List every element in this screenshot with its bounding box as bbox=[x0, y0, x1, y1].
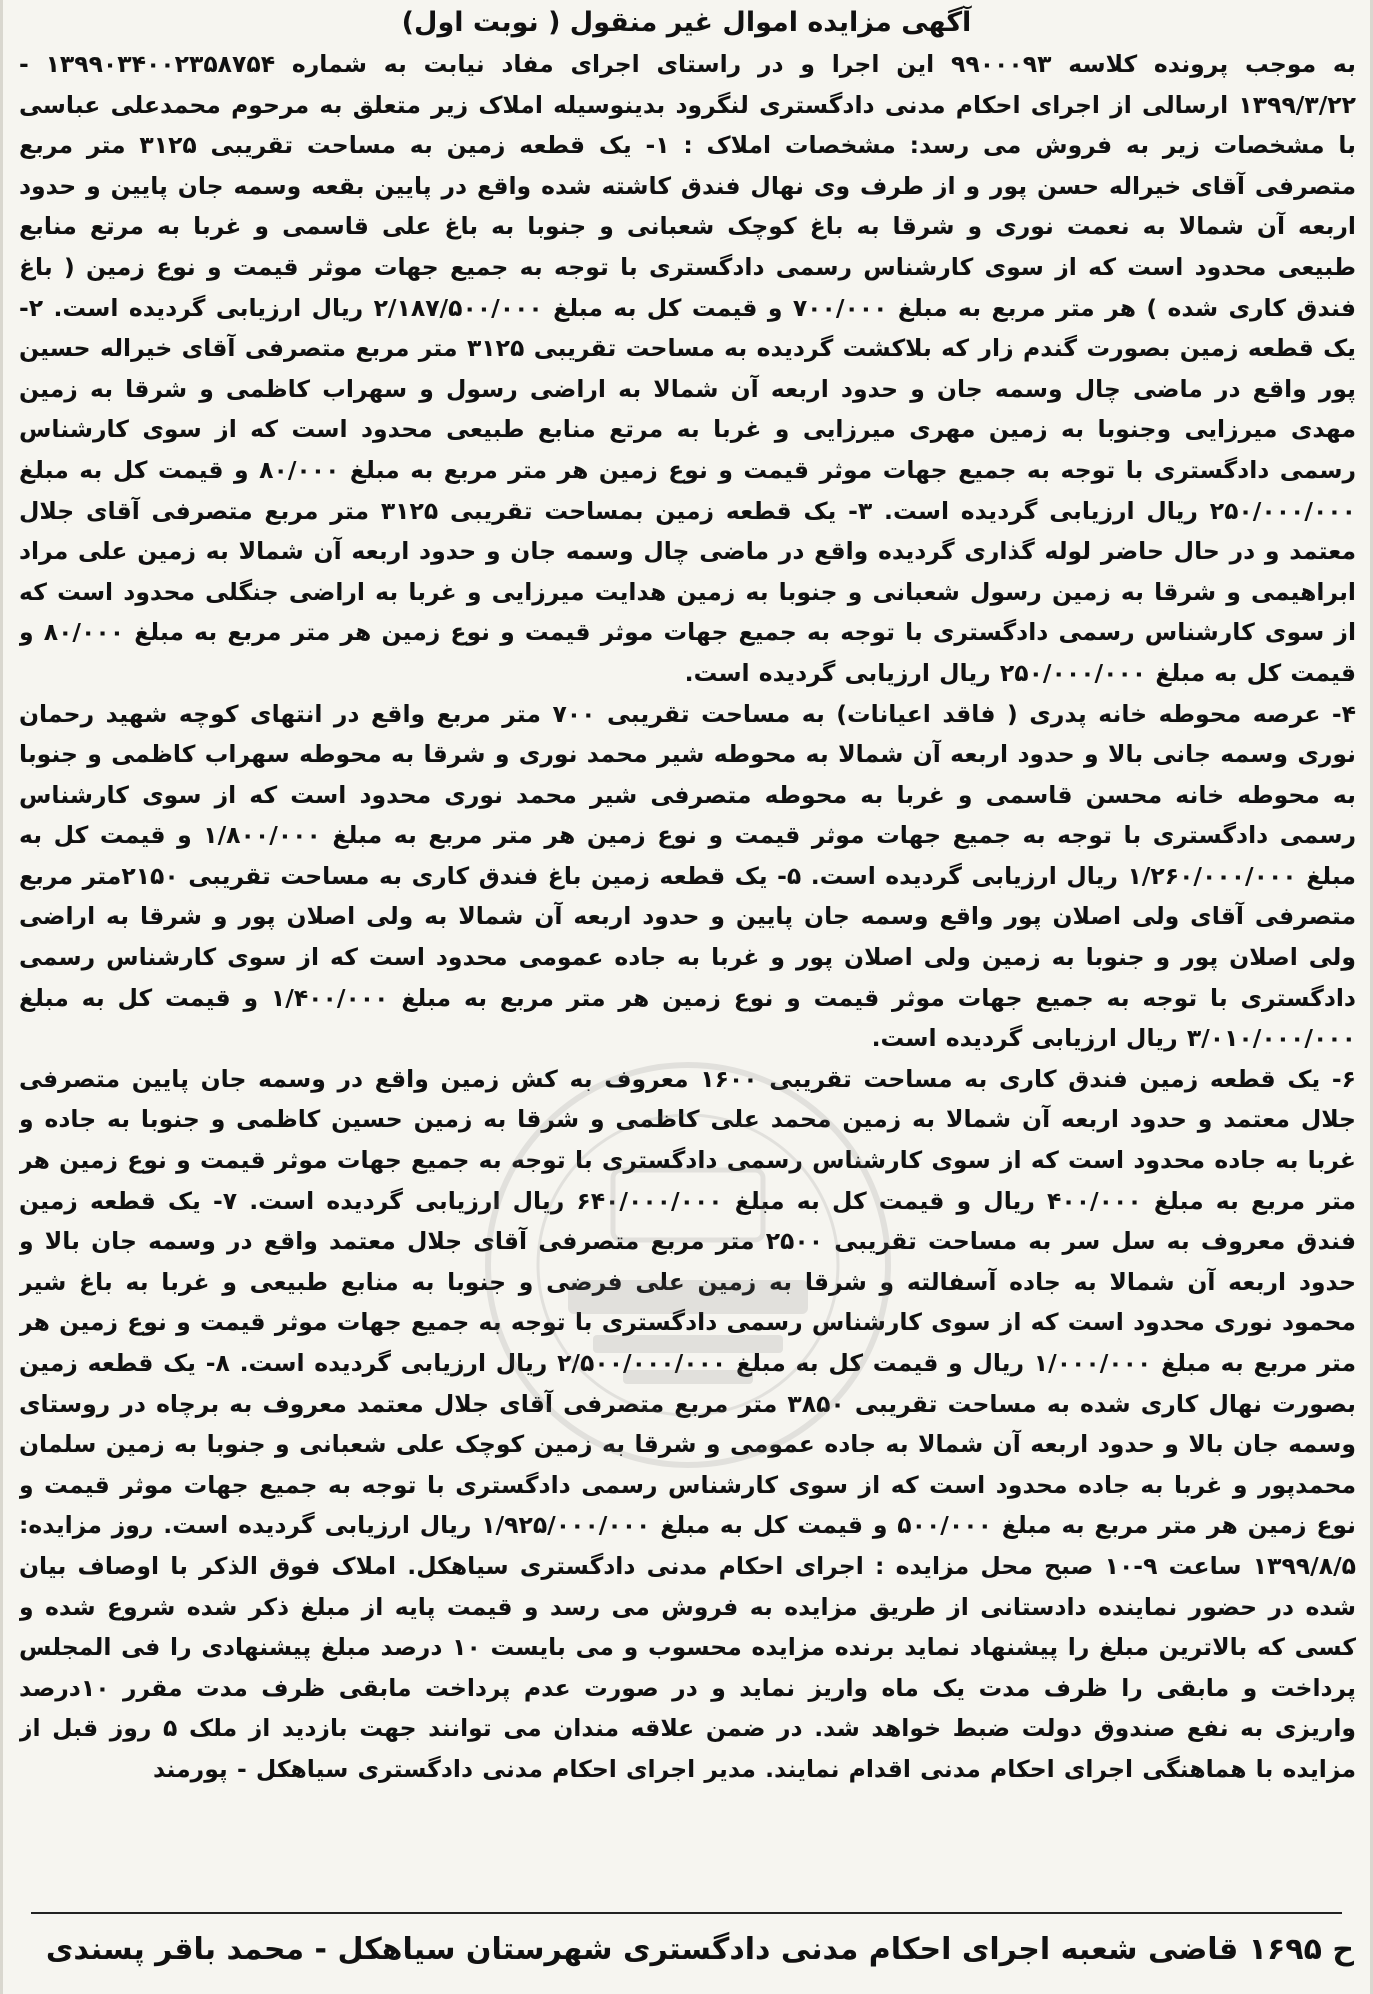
notice-body bbox=[19, 44, 1356, 1904]
notice-paragraph-3: ۶- یک قطعه زمین فندق کاری به مساحت تقریبی ۱۶۰۰ معروف به کش زمین واقع در وسمه جان پایین متصرفی جلال معتمد و حدود اربعه آن شمالا به زمین محمد علی کاظمی و شرقا به زمین حسین کاظمی و جنوبا به جاده و غربا به جاده محدود است که از سوی کارشناس رسمی دادگستری با توجه به جمیع جهات موثر قیمت و نوع زمین هر متر مربع به مبلغ ۴۰۰/۰۰۰ ریال و قیمت کل به مبلغ ۶۴۰/۰۰۰/۰۰۰ ریال ارزیابی گردیده است. ۷- یک قطعه زمین فندق معروف به سل سر به مساحت تقریبی ۲۵۰۰ متر مربع متصرفی آقای جلال معتمد واقع در وسمه جان بالا و حدود اربعه آن شمالا به جاده آسفالته و شرقا به زمین علی فرضی و جنوبا به منابع طبیعی و غربا به باغ شیر محمود نوری محدود است که از سوی کارشناس رسمی دادگستری با توجه به جمیع جهات موثر قیمت و نوع زمین هر متر مربع به مبلغ ۱/۰۰۰/۰۰۰ ریال و قیمت کل به مبلغ ۲/۵۰۰/۰۰۰/۰۰۰ ریال ارزیابی گردیده است. ۸- یک قطعه زمین بصورت نهال کاری شده به مساحت تقریبی ۳۸۵۰ متر مربع متصرفی آقای جلال معتمد معروف به برچاه در روستای وسمه جان بالا و حدود اربعه آن شمالا به جاده عمومی و شرقا به زمین کوچک علی شعبانی و جنوبا به زمین سلمان محمدپور و غربا به جاده محدود است که از سوی کارشناس رسمی دادگستری با توجه به جمیع جهات موثر قیمت و نوع زمین هر متر مربع به مبلغ ۵۰۰/۰۰۰ و قیمت کل به مبلغ ۱/۹۲۵/۰۰۰/۰۰۰ ریال ارزیابی گردیده است. روز مزایده: ۱۳۹۹/۸/۵ ساعت ۹-۱۰ صبح محل مزایده : اجرای احکام مدنی دادگستری سیاهکل. املاک فوق الذکر با اوصاف بیان شده در حضور نماینده دادستانی از طریق مزایده به فروش می رسد و قیمت پایه از مبلغ ذکر شده شروع شده و کسی که بالاترین مبلغ را پیشنهاد نماید برنده مزایده محسوب و می بایست ۱۰ درصد مبلغ پیشنهادی را فی المجلس پرداخت و مابقی را ظرف مدت یک ماه واریز نماید و در صورت عدم پرداخت مابقی ظرف مدت مقرر ۱۰درصد واریزی به نفع صندوق دولت ضبط خواهد شد. در ضمن علاقه مندان می توانند جهت بازدید از ملک ۵ روز قبل از مزایده با هماهنگی اجرای احکام مدنی اقدام نمایند. مدیر اجرای احکام مدنی دادگستری سیاهکل - پورمند bbox=[19, 1064, 1356, 1783]
signature-divider bbox=[31, 1912, 1342, 1914]
notice-title: آگهی مزایده اموال غیر منقول ( نوبت اول) bbox=[401, 7, 972, 38]
notice-paragraph-1: به موجب پرونده کلاسه ۹۹۰۰۰۹۳ این اجرا و در راستای اجرای مفاد نیابت به شماره ۱۳۹۹۰۳۴۰۰۲۳۵۸۷۵۴ - ۱۳۹۹/۳/۲۲ ارسالی از اجرای احکام مدنی دادگستری لنگرود بدینوسیله املاک زیر متعلق به مرحوم محمدعلی عباسی با مشخصات زیر به فروش می رسد: مشخصات املاک : ۱- یک قطعه زمین به مساحت تقریبی ۳۱۲۵ متر مربع متصرفی آقای خیراله حسن پور و از طرف وی نهال فندق کاشته شده واقع در پایین بقعه وسمه جان پایین و حدود اربعه آن شمالا به نعمت نوری و شرقا به باغ کوچک شعبانی و جنوبا به باغ علی قاسمی و غربا به مرتع منابع طبیعی محدود است که از سوی کارشناس رسمی دادگستری با توجه به جمیع جهات موثر قیمت و نوع زمین ( باغ فندق کاری شده ) هر متر مربع به مبلغ ۷۰۰/۰۰۰ و قیمت کل به مبلغ ۲/۱۸۷/۵۰۰/۰۰۰ ریال ارزیابی گردیده است. ۲- یک قطعه زمین بصورت گندم زار که بلاکشت گردیده به مساحت تقریبی ۳۱۲۵ متر مربع متصرفی آقای خیراله حسین پور واقع در ماضی چال وسمه جان و حدود اربعه آن شمالا به اراضی رسول و سهراب کاظمی و شرقا به زمین مهدی میرزایی وجنوبا به زمین مهری میرزایی و غربا به مرتع منابع طبیعی محدود است که از سوی کارشناس رسمی دادگستری با توجه به جمیع جهات موثر قیمت و نوع زمین هر متر مربع به مبلغ ۸۰/۰۰۰ و قیمت کل به مبلغ ۲۵۰/۰۰۰/۰۰۰ ریال ارزیابی گردیده است. ۳- یک قطعه زمین بمساحت تقریبی ۳۱۲۵ متر مربع متصرفی آقای جلال معتمد و در حال حاضر لوله گذاری گردیده واقع در ماضی چال وسمه جان و حدود اربعه آن شمالا به زمین علی مراد ابراهیمی و شرقا به زمین رسول شعبانی و جنوبا به زمین هدایت میرزایی و غربا به اراضی جنگلی محدود است که از سوی کارشناس رسمی دادگستری با توجه به جمیع جهات موثر قیمت و نوع زمین هر متر مربع به مبلغ ۸۰/۰۰۰ و قیمت کل به مبلغ ۲۵۰/۰۰۰/۰۰۰ ریال ارزیابی گردیده است. bbox=[19, 50, 1356, 687]
notice-paragraph-2: ۴- عرصه محوطه خانه پدری ( فاقد اعیانات) به مساحت تقریبی ۷۰۰ متر مربع واقع در انتهای کوچه شهید رحمان نوری وسمه جانی بالا و حدود اربعه آن شمالا به محوطه شیر محمد نوری و شرقا به محوطه سهراب کاظمی و جنوبا به محوطه خانه محسن قاسمی و غربا به محوطه متصرفی شیر محمد نوری محدود است که از سوی کارشناس رسمی دادگستری با توجه به جمیع جهات موثر قیمت و نوع زمین هر متر مربع به مبلغ ۱/۸۰۰/۰۰۰ و قیمت کل به مبلغ ۱/۲۶۰/۰۰۰/۰۰۰ ریال ارزیابی گردیده است. ۵- یک قطعه زمین باغ فندق کاری به مساحت تقریبی ۲۱۵۰متر مربع متصرفی آقای ولی اصلان پور واقع وسمه جان پایین و حدود اربعه آن شمالا به ولی اصلان پور و شرقا به اراضی ولی اصلان پور و جنوبا به زمین ولی اصلان پور و غربا به جاده عمومی محدود است که از سوی کارشناس رسمی دادگستری با توجه به جمیع جهات موثر قیمت و نوع زمین هر متر مربع به مبلغ ۱/۴۰۰/۰۰۰ و قیمت کل به مبلغ ۳/۰۱۰/۰۰۰/۰۰۰ ریال ارزیابی گردیده است. bbox=[19, 699, 1356, 1053]
notice-signature: ح ۱۶۹۵ قاضی شعبه اجرای احکام مدنی دادگستری شهرستان سیاهکل - محمد باقر پسندی bbox=[45, 1932, 1354, 1967]
